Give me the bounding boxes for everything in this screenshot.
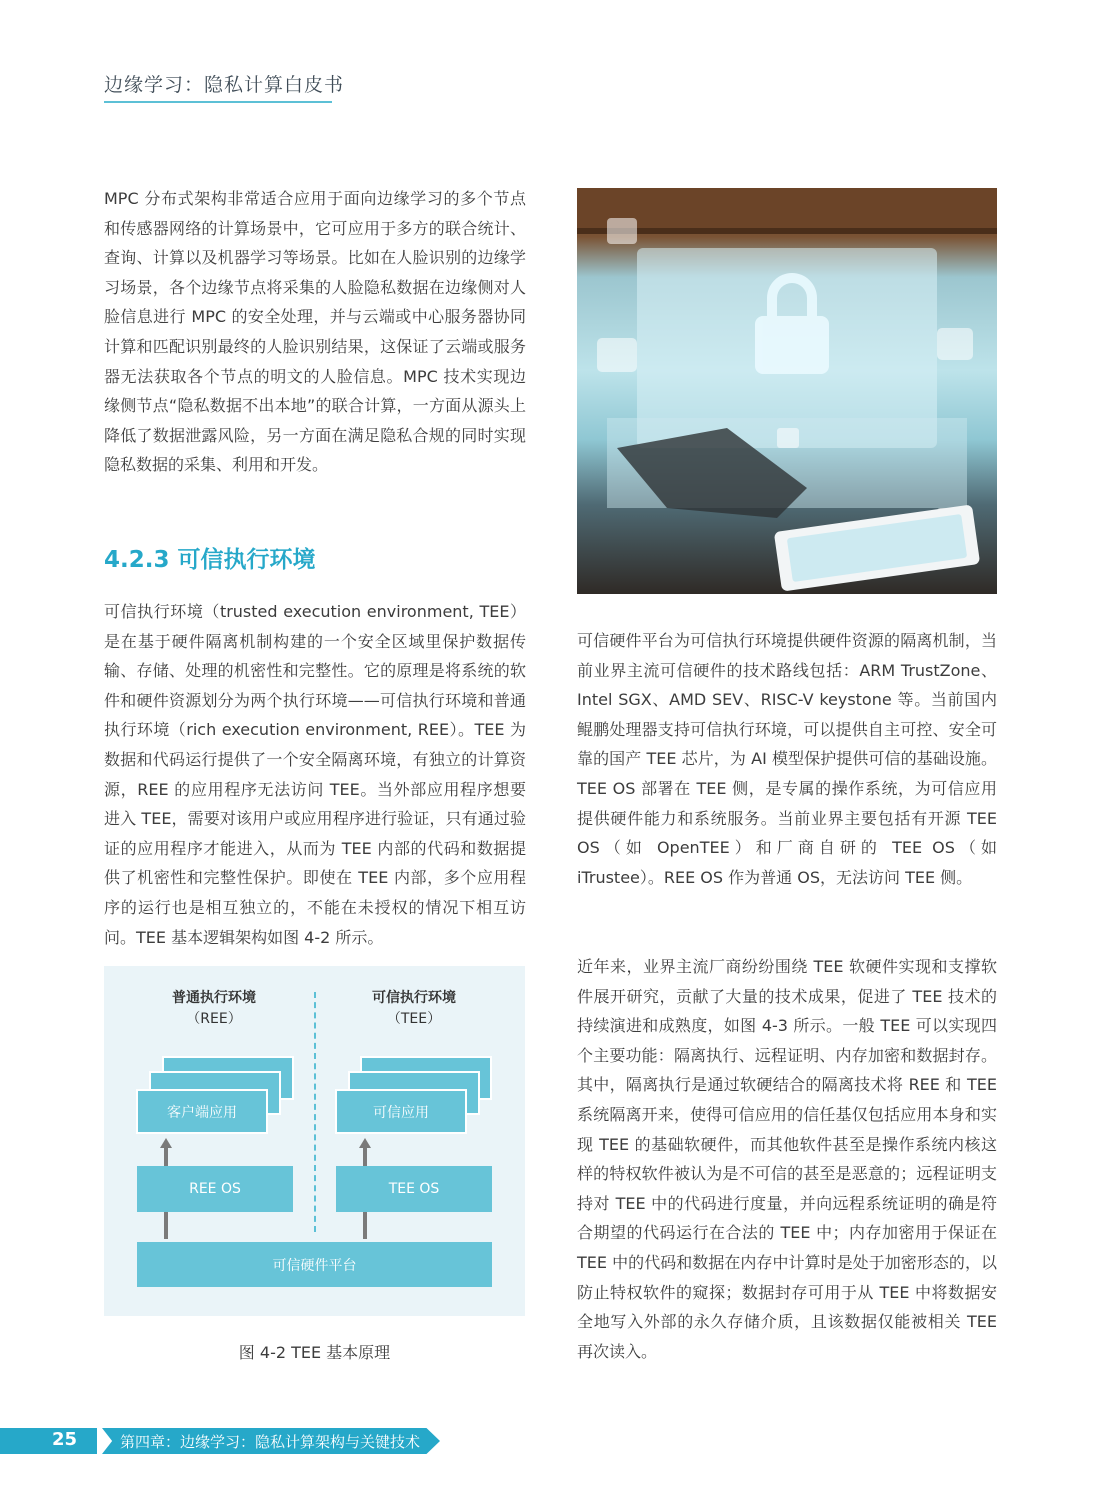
header-rule [104,101,332,103]
intro-paragraph: MPC 分布式架构非常适合应用于面向边缘学习的多个节点和传感器网络的计算场景中，它可应用于多方的联合统计、查询、计算以及机器学习等场景。比如在人脸识别的边缘学习场景，各个边缘节点将采集的人脸隐私数据在边缘侧对人脸信息进行 MPC 的安全处理，并与云端或中心服务器协同计算和匹配识别最终的人脸识别结果，这保证了云端或服务器无法获取各个节点的明文的人脸信息。MPC 技术实现边缘侧节点“隐私数据不出本地”的联合计算，一方面从源头上降低了数据泄露风险，另一方面在满足隐私合规的同时实现隐私数据的采集、利用和开发。 [104,189,526,475]
tee-diagram [104,966,525,1316]
ree-title: 普通执行环境 [172,990,256,1006]
tee-arrow-head [359,1138,371,1148]
footer-page-bg [0,1428,97,1454]
section-heading: 4.2.3 可信执行环境 [104,547,316,573]
ree-os-box: REE OS [137,1166,293,1212]
tee-label [334,988,494,1030]
environment-divider [314,992,316,1232]
page-number: 25 [52,1429,78,1450]
footer-chapter-title: 第四章：边缘学习：隐私计算架构与关键技术 [120,1433,421,1451]
ree-subtitle: （REE） [186,1011,242,1027]
client-app-box: 客户端应用 [136,1089,268,1134]
trusted-app-box: 可信应用 [335,1089,467,1134]
trend-paragraph: 近年来，业界主流厂商纷纷围绕 TEE 软硬件实现和支撑软件展开研究，贡献了大量的技术成果，促进了 TEE 技术的持续演进和成熟度，如图 4-3 所示。一般 TEE 可以实现四个主要功能：隔离执行、远程证明、内存加密和数据封存。其中，隔离执行是通过软硬结合的隔离技术将 REE 和 TEE 系统隔离开来，使得可信应用的信任基仅包括应用本身和实现 TEE 的基础软硬件，而其他软件甚至是操作系统内核这样的特权软件被认为是不可信的甚至是恶意的；远程证明支持对 TEE 中的代码进行度量，并向远程系统证明的确是符合期望的代码运行在合法的 TEE 中；内存加密用于保证在 TEE 中的代码和数据在内存中计算时是处于加密形态的，以防止特权软件的窥探；数据封存可用于从 TEE 中将数据安全地写入外部的永久存储介质，且该数据仅能被相关 TEE 再次读入。 [577,957,997,1361]
lock-laptop-illustration [577,188,997,594]
header-title: 边缘学习：隐私计算白皮书 [104,74,345,96]
ree-arrow-head [160,1138,172,1148]
tee-paragraph: 可信执行环境（trusted execution environment, TEE）是在基于硬件隔离机制构建的一个安全区域里保护数据传输、存储、处理的机密性和完整性。它的原理是将系统的软件和硬件资源划分为两个执行环境——可信执行环境和普通执行环境（rich execution environment, REE）。TEE 为数据和代码运行提供了一个安全隔离环境，有独立的计算资源，REE 的应用程序无法访问 TEE。当外部应用程序想要进入 TEE，需要对该用户或应用程序进行验证，只有通过验证的应用程序才能进入，从而为 TEE 内部的代码和数据提供了机密性和完整性保护。即使在 TEE 内部，多个应用程序的运行也是相互独立的，不能在未授权的情况下相互访问。TEE 基本逻辑架构如图 4-2 所示。 [104,602,526,947]
ree-label [134,988,294,1030]
tee-title: 可信执行环境 [372,990,456,1006]
tee-os-box: TEE OS [336,1166,492,1212]
figure-caption: 图 4-2 TEE 基本原理 [238,1343,391,1362]
security-photo [577,188,997,594]
hardware-paragraph: 可信硬件平台为可信执行环境提供硬件资源的隔离机制，当前业界主流可信硬件的技术路线包括：ARM TrustZone、Intel SGX、AMD SEV、RISC-V keystone 等。当前国内鲲鹏处理器支持可信执行环境，可以提供自主可控、安全可靠的国产 TEE 芯片，为 AI 模型保护提供可信的基础设施。TEE OS 部署在 TEE 侧，是专属的操作系统，为可信应用提供硬件能力和系统服务。当前业界主要包括有开源 TEE OS（如 OpenTEE）和厂商自研的 TEE OS（如 iTrustee）。REE OS 作为普通 OS，无法访问 TEE 侧。 [577,631,997,887]
tee-subtitle: （TEE） [386,1011,442,1027]
hardware-platform-box: 可信硬件平台 [137,1242,492,1287]
